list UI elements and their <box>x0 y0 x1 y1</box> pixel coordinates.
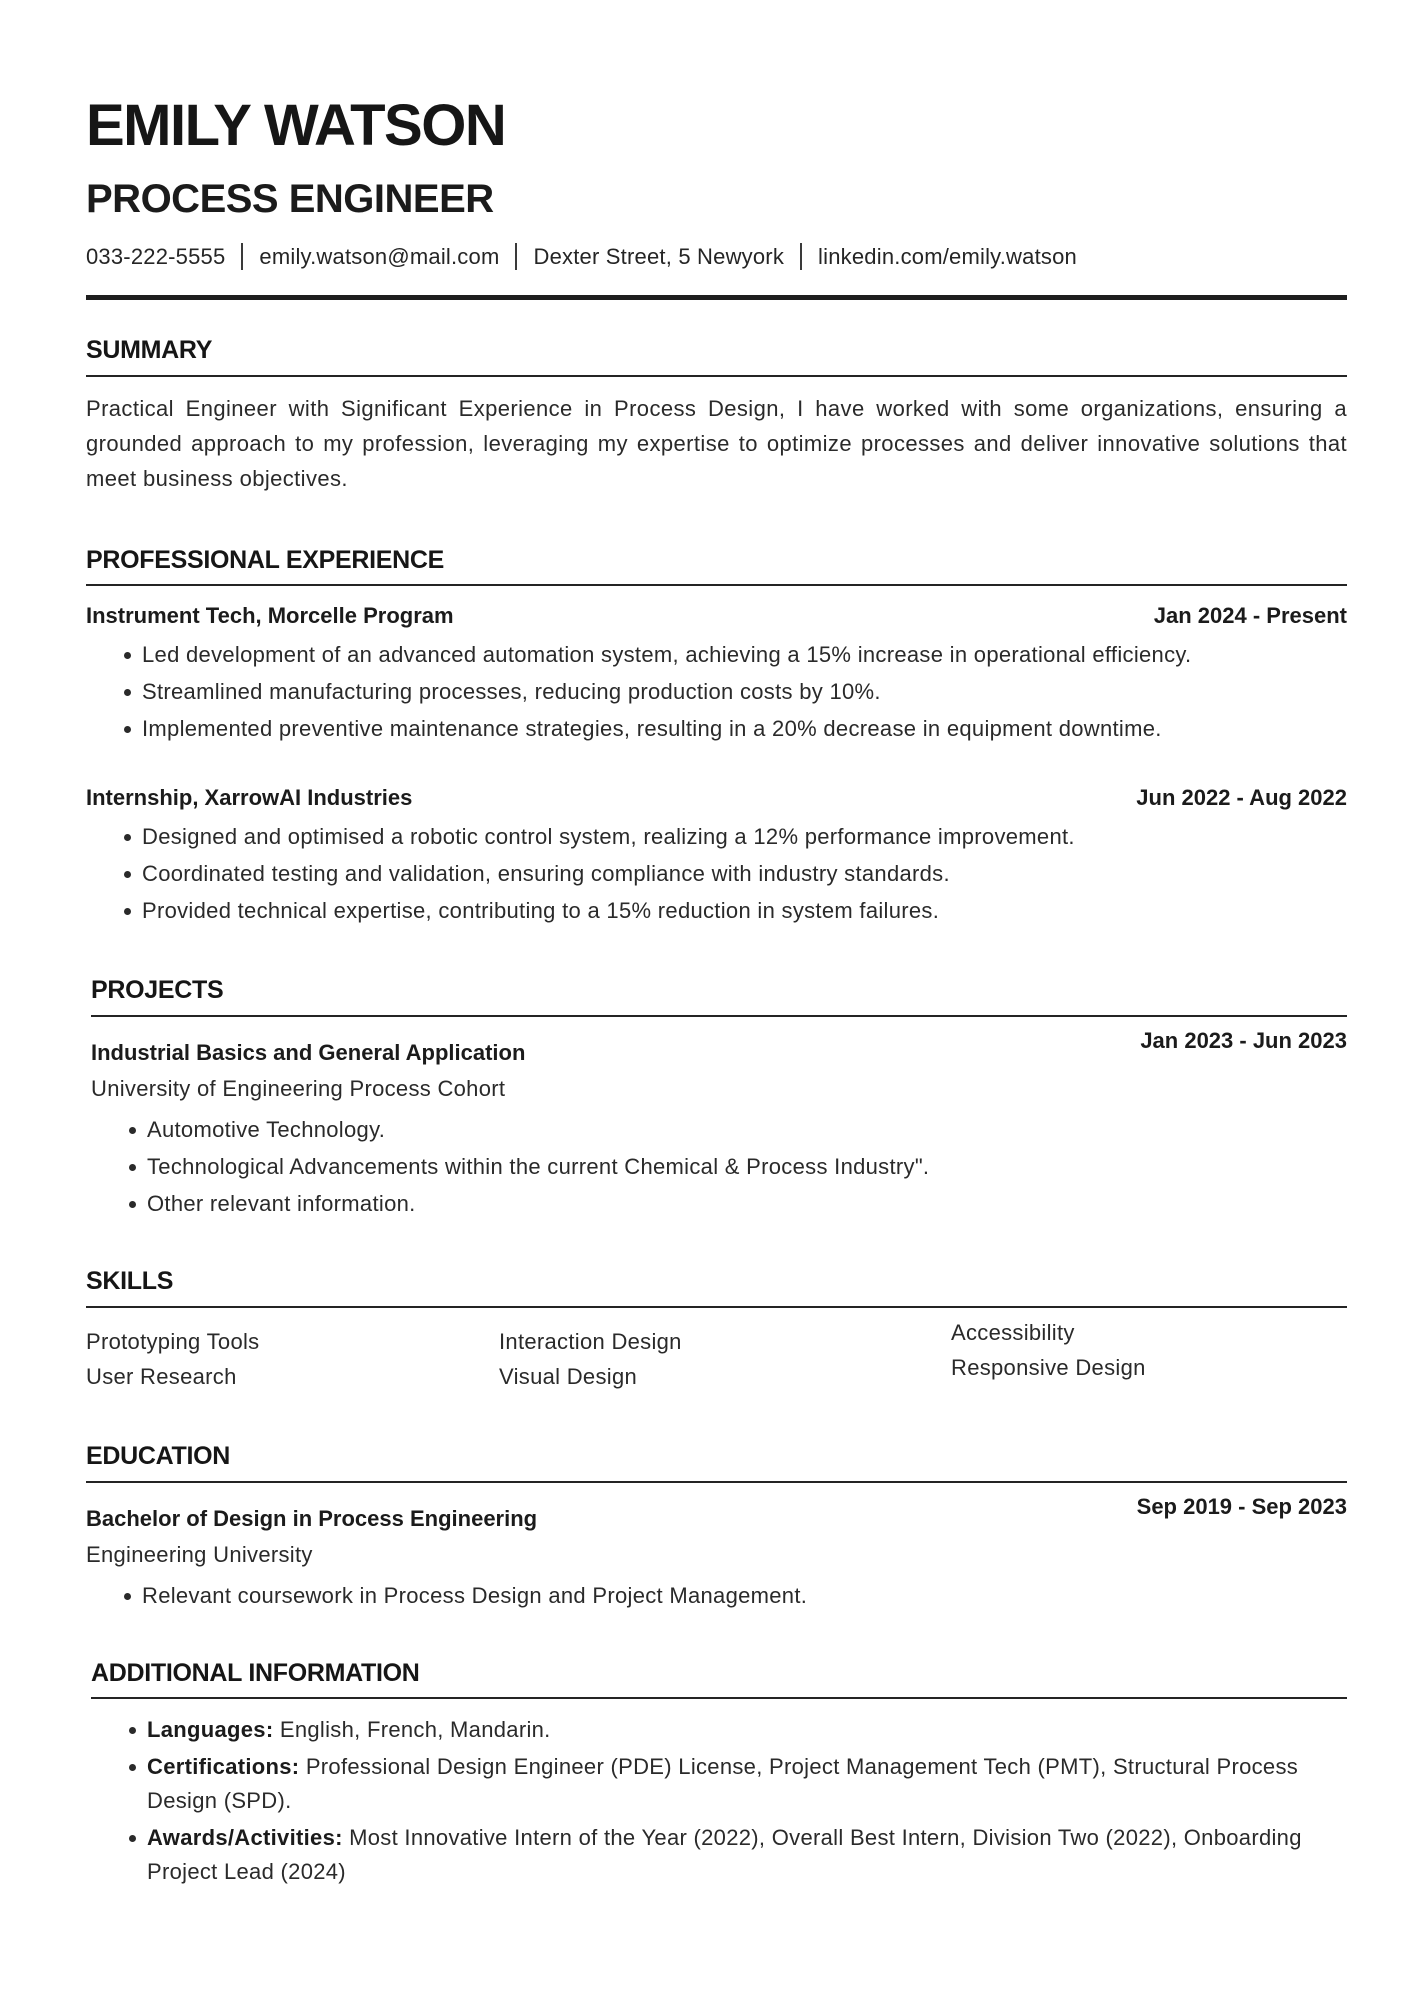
additional-item <box>91 1750 1347 1818</box>
bullet-item: Coordinated testing and validation, ensuring compliance with industry standards. <box>86 857 1347 891</box>
bullet-item: Other relevant information. <box>91 1187 1347 1221</box>
bullet-item: Designed and optimised a robotic control system, realizing a 12% performance improvement. <box>86 820 1347 854</box>
job-dates: Jan 2024 - Present <box>1153 603 1347 629</box>
job-entry <box>86 602 1347 746</box>
skills-grid <box>86 1319 1347 1394</box>
skills-column <box>86 1324 499 1394</box>
skill-item: Responsive Design <box>951 1354 1146 1380</box>
contact-email: emily.watson@mail.com <box>259 243 500 269</box>
job-header <box>86 602 1347 630</box>
contact-address: Dexter Street, 5 Newyork <box>533 243 785 269</box>
education-school: Engineering University <box>86 1541 313 1567</box>
education-dates: Sep 2019 - Sep 2023 <box>1136 1493 1347 1519</box>
section-summary <box>86 336 1347 496</box>
section-education <box>86 1442 1347 1613</box>
skills-column <box>951 1315 1347 1385</box>
bullet-item: Technological Advancements within the current Chemical & Process Industry". <box>91 1150 1347 1184</box>
project-dates: Jan 2023 - Jun 2023 <box>1140 1028 1347 1054</box>
job-title: Internship, XarrowAI Industries <box>86 785 413 811</box>
section-projects <box>91 976 1347 1221</box>
education-degree: Bachelor of Design in Process Engineering <box>86 1505 538 1531</box>
contact-line <box>86 243 1347 271</box>
additional-list <box>91 1713 1347 1889</box>
additional-text: Most Innovative Intern of the Year (2022), Overall Best Intern, Division Two (2022), Onboarding Project Lead (2024) <box>147 1825 1302 1885</box>
education-entry <box>86 1493 1347 1613</box>
additional-label: Certifications: <box>147 1754 300 1780</box>
job-header <box>86 784 1347 812</box>
section-experience <box>86 546 1347 929</box>
bullet-item: Provided technical expertise, contributing to a 15% reduction in system failures. <box>86 894 1347 928</box>
job-dates: Jun 2022 - Aug 2022 <box>1136 785 1347 811</box>
additional-heading: ADDITIONAL INFORMATION <box>91 1659 1347 1700</box>
contact-linkedin: linkedin.com/emily.watson <box>818 243 1077 269</box>
project-subtitle: University of Engineering Process Cohort <box>91 1076 506 1102</box>
skill-item: User Research <box>86 1363 237 1389</box>
project-title: Industrial Basics and General Application <box>91 1040 526 1066</box>
section-additional-information <box>91 1659 1347 1890</box>
summary-heading: SUMMARY <box>86 336 1347 377</box>
job-title: Instrument Tech, Morcelle Program <box>86 603 454 629</box>
additional-item <box>91 1821 1347 1889</box>
bullet-item: Automotive Technology. <box>91 1113 1347 1147</box>
experience-heading: PROFESSIONAL EXPERIENCE <box>86 546 1347 587</box>
additional-text: Professional Design Engineer (PDE) License, Project Management Tech (PMT), Structural Process Design (SPD). <box>147 1754 1299 1814</box>
person-job-title: PROCESS ENGINEER <box>86 176 494 221</box>
education-heading: EDUCATION <box>86 1442 1347 1483</box>
skills-heading: SKILLS <box>86 1267 1347 1308</box>
contact-separator <box>800 243 802 270</box>
job-bullets <box>86 638 1347 746</box>
additional-text: English, French, Mandarin. <box>273 1717 551 1743</box>
job-bullets <box>86 820 1347 928</box>
bullet-item: Relevant coursework in Process Design and Project Management. <box>86 1579 1347 1613</box>
job-entry <box>86 784 1347 928</box>
summary-text: Practical Engineer with Significant Experience in Process Design, I have worked with some organizations, ensuring a grounded approach to my profession, leveraging my expertise to optimize processes and deliver innovative solutions that meet business objectives. <box>86 395 1347 491</box>
section-skills <box>86 1267 1347 1394</box>
additional-label: Languages: <box>147 1717 274 1743</box>
project-bullets <box>91 1113 1347 1221</box>
skill-item: Interaction Design <box>499 1328 682 1354</box>
header-divider <box>86 295 1347 300</box>
bullet-item: Led development of an advanced automation system, achieving a 15% increase in operational efficiency. <box>86 638 1347 672</box>
skills-column <box>499 1324 951 1394</box>
contact-phone: 033-222-5555 <box>86 243 226 269</box>
skill-item: Accessibility <box>951 1319 1075 1345</box>
skill-item: Visual Design <box>499 1363 638 1389</box>
project-entry <box>91 1028 1347 1221</box>
bullet-item: Streamlined manufacturing processes, reducing production costs by 10%. <box>86 675 1347 709</box>
skill-item: Prototyping Tools <box>86 1328 260 1354</box>
additional-label: Awards/Activities: <box>147 1825 343 1851</box>
education-bullets <box>86 1579 1347 1613</box>
contact-separator <box>241 243 243 270</box>
additional-item <box>91 1713 1347 1747</box>
projects-heading: PROJECTS <box>91 976 1347 1017</box>
bullet-item: Implemented preventive maintenance strategies, resulting in a 20% decrease in equipment downtime. <box>86 712 1347 746</box>
contact-separator <box>515 243 517 270</box>
person-name: EMILY WATSON <box>86 93 506 158</box>
